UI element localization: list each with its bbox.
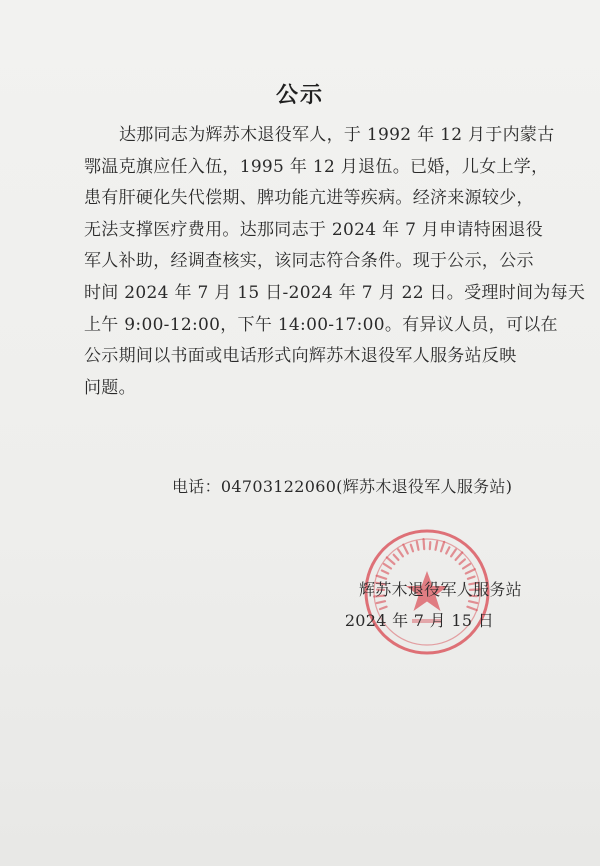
- body-line: 鄂温克旗应任入伍，1995 年 12 月退伍。已婚，儿女上学，: [84, 156, 549, 177]
- body-line: 军人补助，经调查核实，该同志符合条件。现于公示，公示: [84, 251, 534, 272]
- body-line: 时间 2024 年 7 月 15 日-2024 年 7 月 22 日。受理时间为每天: [84, 282, 586, 303]
- document-title: 公示: [275, 83, 324, 108]
- notice-body: [84, 120, 586, 404]
- body-line: 问题。: [84, 377, 136, 398]
- signature-block: [332, 574, 522, 636]
- body-line: 公示期间以书面或电话形式向辉苏木退役军人服务站反映: [84, 346, 517, 367]
- contact-phone: 电话：04703122060(辉苏木退役军人服务站): [172, 477, 513, 496]
- body-line: 上午 9:00-12:00，下午 14:00-17:00。有异议人员，可以在: [84, 314, 558, 335]
- body-line: 患有肝硬化失代偿期、脾功能亢进等疾病。经济来源较少，: [84, 188, 534, 209]
- signature-date: 2024 年 7 月 15 日: [344, 611, 494, 630]
- signature-org: 辉苏木退役军人服务站: [358, 580, 522, 599]
- body-line: 达那同志为辉苏木退役军人，于 1992 年 12 月于内蒙古: [119, 125, 555, 145]
- body-line: 无法支撑医疗费用。达那同志于 2024 年 7 月申请特困退役: [84, 219, 543, 240]
